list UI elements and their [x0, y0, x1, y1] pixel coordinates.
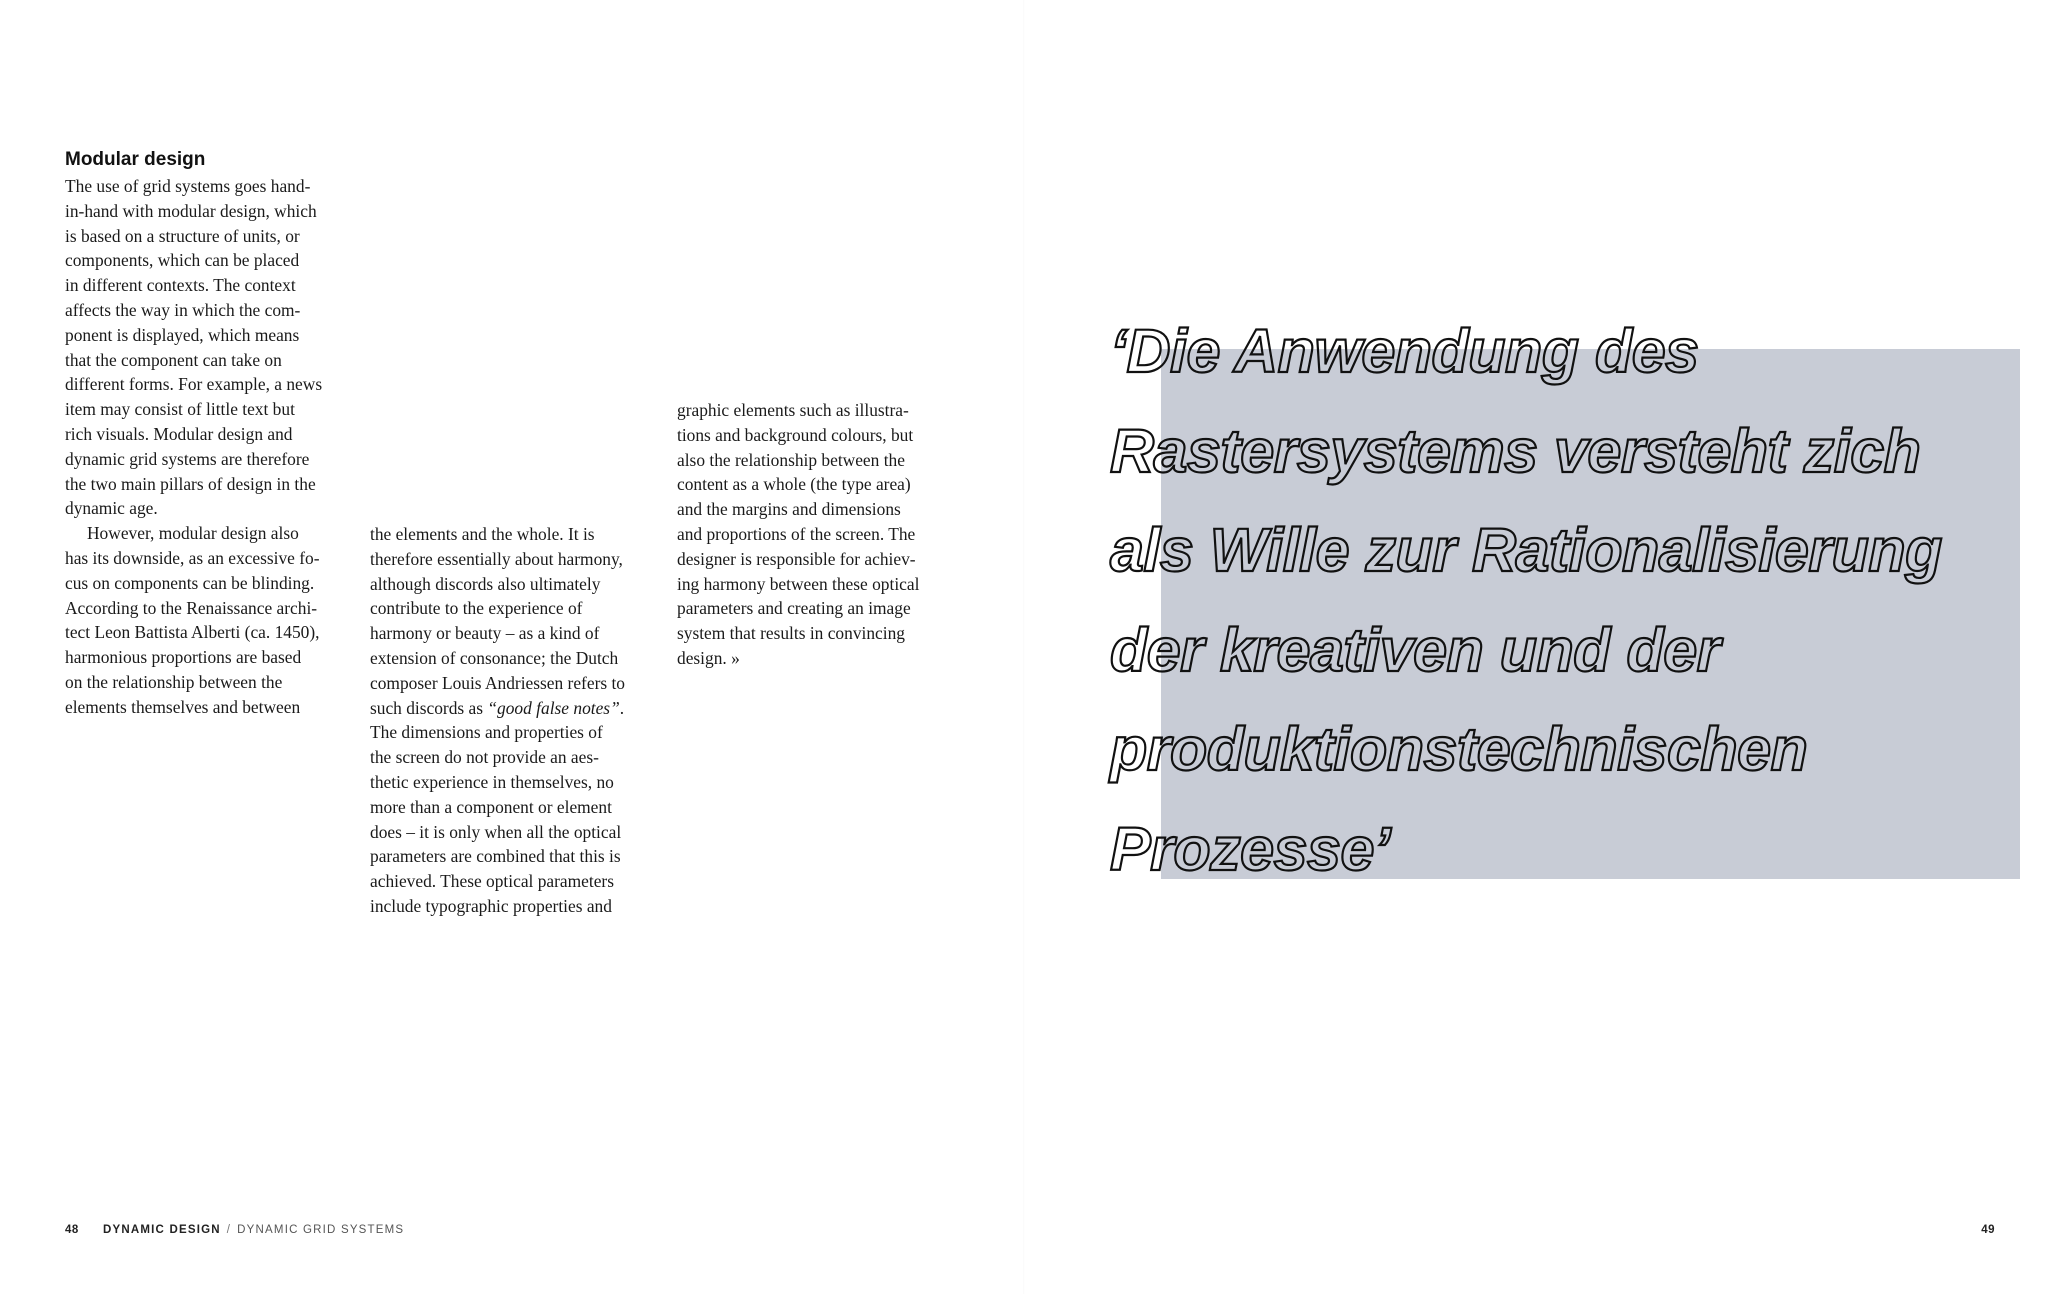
text-line: more than a component or element	[370, 796, 612, 817]
section-heading: Modular design	[65, 149, 206, 170]
text-line: has its downside, as an excessive fo-	[65, 547, 320, 568]
text-line: The use of grid systems goes hand-	[65, 176, 311, 196]
text-line: The dimensions and properties of	[370, 722, 603, 743]
text-line: on the relationship between the	[65, 671, 283, 692]
text-line: dynamic grid systems are therefore	[65, 448, 310, 469]
text-line: although discords also ultimately	[370, 573, 601, 594]
footer-subsection: DYNAMIC GRID SYSTEMS	[237, 1224, 405, 1236]
text-line: achieved. These optical parameters	[370, 871, 614, 892]
text-line: that the component can take on	[65, 349, 282, 370]
footer-separator: /	[226, 1224, 232, 1236]
text-line: in different contexts. The context	[65, 275, 296, 296]
text-line: item may consist of little text but	[65, 399, 295, 420]
text-line: elements themselves and between	[65, 696, 301, 717]
text-line: and the margins and dimensions	[677, 499, 901, 520]
pull-quote	[1110, 302, 1942, 899]
text-line: extension of consonance; the Dutch	[370, 647, 619, 668]
text-line: According to the Renaissance archi-	[65, 597, 318, 618]
text-line: graphic elements such as illustra-	[677, 400, 909, 420]
text-line: dynamic age.	[65, 498, 158, 519]
text-line: the screen do not provide an aes-	[370, 747, 599, 768]
text-line: harmony or beauty – as a kind of	[370, 623, 600, 644]
text-line: different forms. For example, a news	[65, 374, 323, 395]
running-footer	[103, 1224, 404, 1236]
text-line: tions and background colours, but	[677, 424, 914, 445]
text-line: cus on components can be blinding.	[65, 572, 315, 593]
text-line: components, which can be placed	[65, 250, 300, 271]
text-column-1	[65, 174, 355, 720]
text-line: include typographic properties and	[370, 895, 612, 916]
quote-line: produktionstechnischen	[1110, 715, 1808, 783]
text-line: thetic experience in themselves, no	[370, 771, 614, 792]
text-line: ponent is displayed, which means	[65, 324, 300, 345]
page-number-left: 48	[65, 1224, 79, 1236]
italic-quote: “good false notes”	[487, 697, 620, 718]
page-number-right: 49	[1981, 1224, 1995, 1236]
text-line: rich visuals. Modular design and	[65, 423, 293, 444]
text-line: the elements and the whole. It is	[370, 524, 595, 544]
text-segment: .	[619, 697, 625, 718]
footer-section: DYNAMIC DESIGN	[103, 1224, 221, 1236]
text-column-3	[677, 398, 967, 671]
quote-line: Prozesse’	[1110, 814, 1391, 883]
text-line: design. »	[677, 647, 740, 668]
text-line: affects the way in which the com-	[65, 299, 301, 320]
quote-line: Rastersystems versteht zich	[1110, 416, 1921, 485]
text-line: designer is responsible for achiev-	[677, 548, 916, 569]
text-line: tect Leon Battista Alberti (ca. 1450),	[65, 622, 320, 643]
text-line: therefore essentially about harmony,	[370, 548, 623, 569]
text-line: content as a whole (the type area)	[677, 474, 911, 495]
text-line: is based on a structure of units, or	[65, 225, 300, 246]
text-line: parameters are combined that this is	[370, 846, 621, 867]
text-line: does – it is only when all the optical	[370, 821, 622, 842]
quote-line: ‘Die Anwendung des	[1110, 317, 1699, 385]
text-line: also the relationship between the	[677, 449, 905, 470]
text-line: However, modular design also	[87, 523, 299, 544]
text-segment: such discords as	[370, 697, 488, 718]
text-line: the two main pillars of design in the	[65, 473, 316, 494]
text-line: in-hand with modular design, which	[65, 200, 317, 221]
text-line: parameters and creating an image	[677, 598, 911, 619]
text-line: system that results in convincing	[677, 623, 905, 644]
quote-line: der kreativen und der	[1110, 615, 1720, 684]
text-line: contribute to the experience of	[370, 598, 583, 619]
page-gutter	[1023, 0, 1025, 1294]
text-line: and proportions of the screen. The	[677, 523, 916, 544]
text-line: ing harmony between these optical	[677, 573, 920, 594]
text-line-with-italic	[370, 696, 660, 721]
text-line: harmonious proportions are based	[65, 647, 302, 668]
text-line: composer Louis Andriessen refers to	[370, 672, 625, 693]
text-column-2	[370, 522, 660, 919]
quote-line: als Wille zur Rationalisierung	[1110, 516, 1942, 584]
